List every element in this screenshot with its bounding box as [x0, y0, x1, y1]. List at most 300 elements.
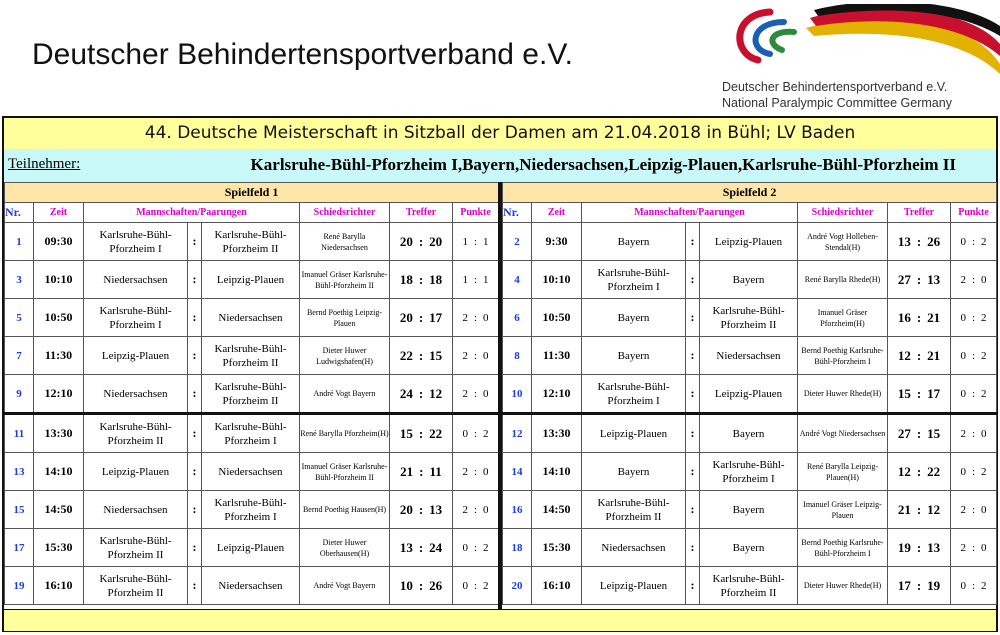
game-row [5, 299, 499, 337]
away-points: 0 [981, 427, 987, 440]
footer-bar [4, 609, 996, 631]
away-team: Bayern [700, 491, 798, 529]
home-team: Niedersachsen [84, 375, 188, 414]
game-points [951, 453, 997, 491]
away-team: Karlsruhe-Bühl-Pforzheim II [202, 223, 300, 261]
game-score [888, 529, 951, 567]
score-separator: : [916, 385, 922, 401]
away-points: 0 [981, 503, 987, 516]
home-hits: 20 [399, 309, 413, 325]
game-score [888, 491, 951, 529]
game-time: 15:30 [34, 529, 84, 567]
col-teams-header: Mannschaften/Paarungen [582, 203, 798, 223]
pairing-separator: : [686, 375, 700, 414]
away-hits: 18 [429, 271, 443, 287]
away-team: Karlsruhe-Bühl-Pforzheim II [700, 299, 798, 337]
points-separator: : [473, 503, 478, 516]
home-points: 0 [462, 427, 468, 440]
home-points: 2 [462, 503, 468, 516]
home-team: Bayern [582, 299, 686, 337]
pairing-separator: : [686, 491, 700, 529]
game-number: 11 [5, 414, 34, 453]
game-points [951, 261, 997, 299]
game-points [951, 529, 997, 567]
pairing-separator: : [686, 453, 700, 491]
away-team: Karlsruhe-Bühl-Pforzheim I [700, 453, 798, 491]
game-score [390, 567, 453, 605]
game-row [5, 337, 499, 375]
home-team: Niedersachsen [84, 261, 188, 299]
score-separator: : [419, 463, 424, 479]
points-separator: : [971, 311, 976, 324]
away-team: Leipzig-Plauen [700, 375, 798, 414]
col-referee-header: Schiedsrichter [798, 203, 888, 223]
home-hits: 15 [897, 385, 911, 401]
game-number: 9 [5, 375, 34, 414]
game-number: 17 [5, 529, 34, 567]
away-hits: 11 [429, 463, 442, 479]
pairing-separator: : [686, 414, 700, 453]
game-row [5, 453, 499, 491]
points-separator: : [473, 579, 478, 592]
game-number: 1 [5, 223, 34, 261]
score-separator: : [418, 539, 424, 555]
game-points [453, 375, 499, 414]
game-score [390, 453, 453, 491]
game-number: 13 [5, 453, 34, 491]
away-hits: 13 [927, 271, 941, 287]
game-time: 10:50 [532, 299, 582, 337]
home-team: Bayern [582, 337, 686, 375]
away-hits: 21 [927, 309, 941, 325]
pairing-separator: : [188, 491, 202, 529]
game-row [5, 223, 499, 261]
pairing-separator: : [686, 299, 700, 337]
points-separator: : [473, 235, 478, 248]
home-points: 0 [960, 235, 966, 248]
game-row [503, 453, 997, 491]
home-hits: 19 [897, 539, 911, 555]
away-points: 2 [981, 465, 987, 478]
pairing-separator: : [188, 299, 202, 337]
pairing-separator: : [188, 567, 202, 605]
game-row [503, 414, 997, 453]
away-hits: 26 [429, 577, 443, 593]
game-points [453, 567, 499, 605]
away-hits: 17 [429, 309, 443, 325]
game-time: 09:30 [34, 223, 84, 261]
away-team: Karlsruhe-Bühl-Pforzheim II [202, 337, 300, 375]
game-row [503, 299, 997, 337]
away-hits: 15 [927, 425, 941, 441]
field-2-block [502, 182, 996, 609]
home-points: 0 [960, 465, 966, 478]
away-team: Karlsruhe-Bühl-Pforzheim I [202, 491, 300, 529]
game-number: 12 [503, 414, 532, 453]
game-score [888, 261, 951, 299]
home-hits: 16 [897, 309, 911, 325]
away-points: 2 [483, 579, 489, 592]
score-separator: : [418, 577, 424, 593]
game-points [453, 337, 499, 375]
away-hits: 20 [429, 233, 443, 249]
score-separator: : [916, 233, 922, 249]
points-separator: : [971, 235, 976, 248]
away-points: 0 [483, 349, 489, 362]
score-separator: : [916, 539, 922, 555]
points-separator: : [971, 273, 976, 286]
game-number: 18 [503, 529, 532, 567]
field-header-row [503, 183, 997, 203]
score-separator: : [916, 501, 922, 517]
home-points: 0 [462, 541, 468, 554]
home-team: Karlsruhe-Bühl-Pforzheim I [582, 261, 686, 299]
game-points [453, 453, 499, 491]
home-hits: 12 [897, 463, 911, 479]
game-row [5, 414, 499, 453]
pairing-separator: : [686, 223, 700, 261]
game-points [951, 375, 997, 414]
points-separator: : [473, 273, 478, 286]
home-hits: 13 [399, 539, 413, 555]
pairing-separator: : [686, 337, 700, 375]
page-title: Deutscher Behindertensportverband e.V. [32, 38, 573, 71]
referee: André Vogt Holleben-Stendal(H) [798, 223, 888, 261]
home-team: Leipzig-Plauen [84, 337, 188, 375]
game-time: 9:30 [532, 223, 582, 261]
away-hits: 12 [429, 385, 443, 401]
field-2-table [502, 182, 997, 605]
away-points: 0 [483, 465, 489, 478]
home-team: Niedersachsen [84, 491, 188, 529]
game-points [453, 299, 499, 337]
away-team: Leipzig-Plauen [202, 529, 300, 567]
away-hits: 17 [927, 385, 941, 401]
field-header-row [5, 183, 499, 203]
game-time: 16:10 [34, 567, 84, 605]
game-number: 2 [503, 223, 532, 261]
logo-text-line1: Deutscher Behindertensportverband e.V. [722, 80, 948, 94]
home-points: 2 [462, 311, 468, 324]
game-time: 14:10 [34, 453, 84, 491]
points-separator: : [473, 541, 478, 554]
game-row [5, 375, 499, 414]
game-row [503, 491, 997, 529]
home-hits: 18 [399, 271, 413, 287]
home-hits: 21 [897, 501, 911, 517]
game-score [390, 337, 453, 375]
game-points [951, 567, 997, 605]
game-score [888, 567, 951, 605]
referee: Bernd Poethig Hausen(H) [300, 491, 390, 529]
game-score [390, 491, 453, 529]
game-score [390, 375, 453, 414]
score-separator: : [418, 309, 424, 325]
game-time: 10:10 [34, 261, 84, 299]
points-separator: : [971, 503, 976, 516]
score-separator: : [916, 425, 922, 441]
home-points: 1 [462, 273, 468, 286]
pairing-separator: : [686, 529, 700, 567]
participants-row [4, 149, 996, 183]
away-points: 0 [483, 311, 489, 324]
col-hits-header: Treffer [390, 203, 453, 223]
points-separator: : [473, 349, 478, 362]
field-name: Spielfeld 2 [503, 183, 997, 203]
away-points: 1 [483, 235, 489, 248]
referee: Bernd Poethig Karlsruhe-Bühl-Pforzheim I [798, 337, 888, 375]
home-team: Karlsruhe-Bühl-Pforzheim I [84, 223, 188, 261]
game-row [503, 261, 997, 299]
score-separator: : [418, 347, 424, 363]
participants-label: Teilnehmer: [8, 156, 81, 172]
home-points: 2 [462, 387, 468, 400]
points-separator: : [971, 541, 976, 554]
field-name: Spielfeld 1 [5, 183, 499, 203]
game-row [503, 223, 997, 261]
col-time-header: Zeit [34, 203, 84, 223]
game-time: 14:50 [532, 491, 582, 529]
game-points [951, 299, 997, 337]
home-hits: 17 [897, 577, 911, 593]
schedule-frame [2, 116, 998, 632]
pairing-separator: : [686, 567, 700, 605]
game-row [5, 491, 499, 529]
away-team: Leipzig-Plauen [202, 261, 300, 299]
game-score [390, 223, 453, 261]
logo-text-line2: National Paralympic Committee Germany [722, 96, 952, 110]
referee: René Barylla Leipzig-Plauen(H) [798, 453, 888, 491]
referee: Dieter Huwer Rhede(H) [798, 567, 888, 605]
game-row [503, 567, 997, 605]
away-points: 0 [483, 503, 489, 516]
pairing-separator: : [188, 375, 202, 414]
home-hits: 21 [400, 463, 414, 479]
pairing-separator: : [188, 337, 202, 375]
away-team: Niedersachsen [202, 453, 300, 491]
game-row [503, 529, 997, 567]
away-team: Niedersachsen [202, 567, 300, 605]
game-points [453, 261, 499, 299]
participants-list: Karlsruhe-Bühl-Pforzheim I,Bayern,Niedersachsen,Leipzig-Plauen,Karlsruhe-Bühl-Pforzheim II [250, 155, 956, 174]
game-time: 11:30 [532, 337, 582, 375]
game-score [390, 414, 453, 453]
home-team: Leipzig-Plauen [84, 453, 188, 491]
home-team: Niedersachsen [582, 529, 686, 567]
game-number: 4 [503, 261, 532, 299]
home-hits: 24 [399, 385, 413, 401]
away-hits: 13 [429, 501, 443, 517]
game-row [5, 261, 499, 299]
away-hits: 22 [429, 425, 443, 441]
points-separator: : [473, 387, 478, 400]
col-points-header: Punkte [453, 203, 499, 223]
away-hits: 19 [927, 577, 941, 593]
game-points [951, 414, 997, 453]
game-number: 8 [503, 337, 532, 375]
score-separator: : [916, 271, 922, 287]
home-points: 2 [960, 427, 966, 440]
game-score [888, 337, 951, 375]
away-team: Niedersachsen [202, 299, 300, 337]
home-hits: 10 [399, 577, 413, 593]
home-points: 2 [462, 465, 468, 478]
game-score [390, 299, 453, 337]
points-separator: : [971, 465, 976, 478]
dbs-logo [718, 4, 1000, 112]
away-points: 2 [483, 427, 489, 440]
referee: Imanuel Gräser Pforzheim(H) [798, 299, 888, 337]
game-score [888, 453, 951, 491]
game-row [503, 337, 997, 375]
game-time: 15:30 [532, 529, 582, 567]
points-separator: : [473, 427, 478, 440]
score-separator: : [418, 233, 424, 249]
referee: Bernd Poethig Leipzig-Plauen [300, 299, 390, 337]
game-score [888, 299, 951, 337]
home-points: 2 [960, 503, 966, 516]
col-points-header: Punkte [951, 203, 997, 223]
referee: Dieter Huwer Oberhausen(H) [300, 529, 390, 567]
col-referee-header: Schiedsrichter [300, 203, 390, 223]
score-separator: : [916, 577, 922, 593]
referee: Imanuel Gräser Karlsruhe-Bühl-Pforzheim II [300, 261, 390, 299]
referee: Bernd Poethig Karlsruhe-Bühl-Pforzheim I [798, 529, 888, 567]
game-points [453, 491, 499, 529]
game-score [888, 223, 951, 261]
away-points: 0 [483, 387, 489, 400]
away-points: 2 [981, 387, 987, 400]
referee: Dieter Huwer Ludwigshafen(H) [300, 337, 390, 375]
game-time: 10:10 [532, 261, 582, 299]
game-points [453, 529, 499, 567]
home-points: 2 [960, 273, 966, 286]
home-team: Karlsruhe-Bühl-Pforzheim II [84, 414, 188, 453]
home-hits: 27 [897, 425, 911, 441]
pairing-separator: : [188, 261, 202, 299]
home-points: 2 [960, 541, 966, 554]
col-nr-header: Nr. [503, 203, 532, 223]
away-points: 2 [981, 579, 987, 592]
game-score [390, 261, 453, 299]
score-separator: : [418, 425, 424, 441]
referee: René Barylla Rhede(H) [798, 261, 888, 299]
game-time: 14:10 [532, 453, 582, 491]
game-number: 15 [5, 491, 34, 529]
field-1-table [4, 182, 499, 605]
pairing-separator: : [686, 261, 700, 299]
home-points: 2 [462, 349, 468, 362]
score-separator: : [418, 501, 424, 517]
pairing-separator: : [188, 414, 202, 453]
game-time: 11:30 [34, 337, 84, 375]
away-hits: 21 [927, 347, 941, 363]
game-row [503, 375, 997, 414]
score-separator: : [916, 347, 922, 363]
game-score [888, 414, 951, 453]
game-number: 6 [503, 299, 532, 337]
referee: Imanuel Gräser Karlsruhe-Bühl-Pforzheim II [300, 453, 390, 491]
game-score [888, 375, 951, 414]
home-team: Leipzig-Plauen [582, 414, 686, 453]
game-number: 7 [5, 337, 34, 375]
field-1-block [4, 182, 498, 609]
game-row [5, 567, 499, 605]
game-points [951, 491, 997, 529]
away-points: 0 [981, 273, 987, 286]
game-score [390, 529, 453, 567]
referee: Dieter Huwer Rhede(H) [798, 375, 888, 414]
col-nr-header: Nr. [5, 203, 34, 223]
game-number: 16 [503, 491, 532, 529]
away-team: Niedersachsen [700, 337, 798, 375]
home-points: 1 [462, 235, 468, 248]
away-hits: 22 [927, 463, 941, 479]
home-team: Leipzig-Plauen [582, 567, 686, 605]
home-hits: 22 [399, 347, 413, 363]
col-hits-header: Treffer [888, 203, 951, 223]
away-team: Bayern [700, 414, 798, 453]
away-hits: 24 [429, 539, 443, 555]
home-team: Karlsruhe-Bühl-Pforzheim II [84, 567, 188, 605]
home-points: 0 [462, 579, 468, 592]
home-points: 0 [960, 579, 966, 592]
home-team: Karlsruhe-Bühl-Pforzheim I [84, 299, 188, 337]
referee: André Vogt Bayern [300, 567, 390, 605]
game-points [951, 337, 997, 375]
game-number: 10 [503, 375, 532, 414]
col-time-header: Zeit [532, 203, 582, 223]
away-points: 0 [981, 541, 987, 554]
away-hits: 26 [927, 233, 941, 249]
game-points [453, 223, 499, 261]
referee: René Barylla Pforzheim(H) [300, 414, 390, 453]
game-row [5, 529, 499, 567]
game-number: 19 [5, 567, 34, 605]
game-number: 20 [503, 567, 532, 605]
away-team: Bayern [700, 529, 798, 567]
home-points: 0 [960, 349, 966, 362]
home-hits: 13 [897, 233, 911, 249]
referee: Imanuel Gräser Leipzig-Plauen [798, 491, 888, 529]
away-points: 2 [981, 235, 987, 248]
col-teams-header: Mannschaften/Paarungen [84, 203, 300, 223]
score-separator: : [418, 385, 424, 401]
pairing-separator: : [188, 529, 202, 567]
home-team: Bayern [582, 223, 686, 261]
game-points [453, 414, 499, 453]
score-separator: : [916, 463, 922, 479]
referee: André Vogt Bayern [300, 375, 390, 414]
points-separator: : [971, 349, 976, 362]
away-team: Karlsruhe-Bühl-Pforzheim II [202, 375, 300, 414]
away-points: 2 [981, 311, 987, 324]
game-time: 12:10 [532, 375, 582, 414]
home-team: Karlsruhe-Bühl-Pforzheim II [582, 491, 686, 529]
points-separator: : [473, 311, 478, 324]
game-number: 5 [5, 299, 34, 337]
game-time: 13:30 [34, 414, 84, 453]
points-separator: : [971, 387, 976, 400]
game-points [951, 223, 997, 261]
score-separator: : [418, 271, 424, 287]
home-team: Karlsruhe-Bühl-Pforzheim II [84, 529, 188, 567]
game-number: 14 [503, 453, 532, 491]
referee: André Vogt Niedersachsen [798, 414, 888, 453]
away-team: Karlsruhe-Bühl-Pforzheim II [700, 567, 798, 605]
away-team: Bayern [700, 261, 798, 299]
pairing-separator: : [188, 453, 202, 491]
